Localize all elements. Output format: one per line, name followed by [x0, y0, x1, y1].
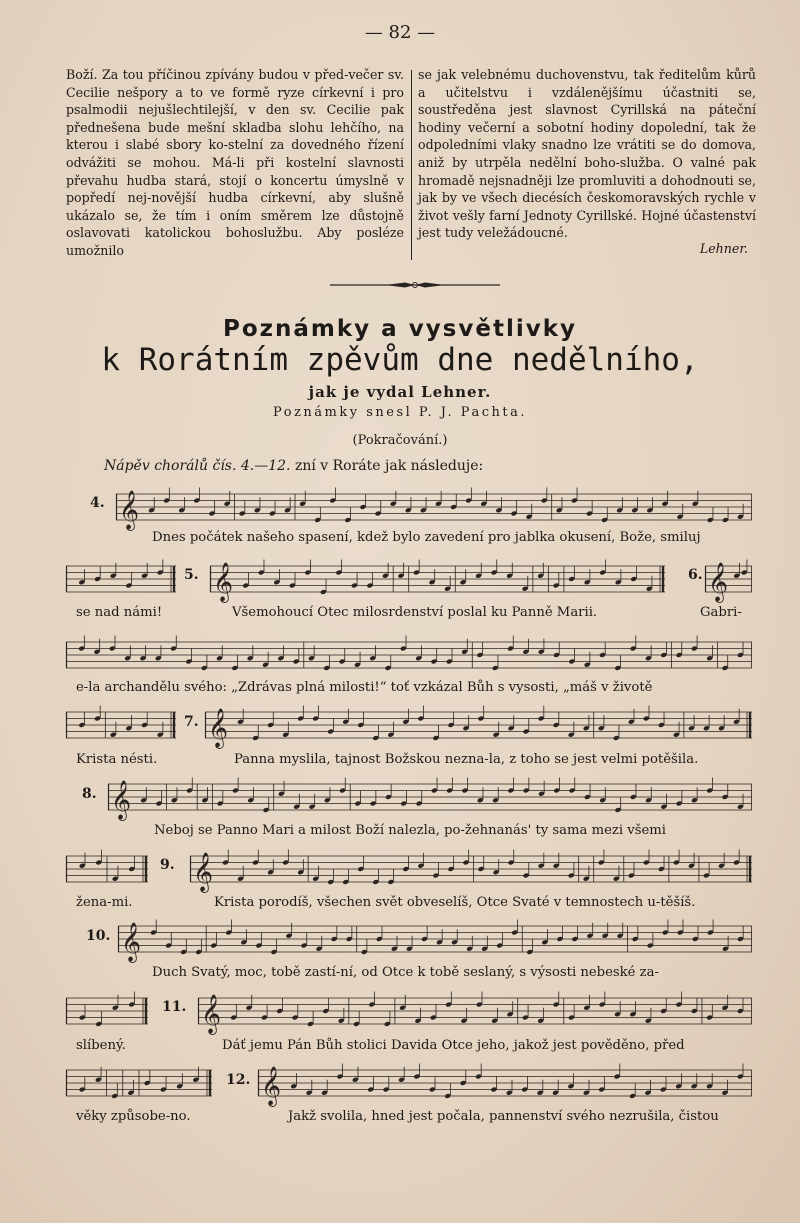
treble-clef-icon: 𝄞 [121, 922, 142, 962]
lyric-line: slíbený. [76, 1038, 126, 1053]
chant-number: 6. [688, 567, 703, 583]
music-staff [66, 994, 148, 1028]
treble-clef-icon: 𝄞 [119, 490, 140, 530]
lyric-line: Duch Svatý, moc, tobě zastí-ní, od Otce k tobě seslaný, s výsosti nebeské za- [152, 965, 659, 980]
chant-number: 8. [82, 786, 97, 802]
page-number: — 82 — [364, 22, 436, 43]
lyric-line: Všemohoucí Otec milosrdenství poslal ku Panně Marii. [232, 605, 598, 620]
chant-number: 10. [86, 928, 111, 944]
lyric-line: Jakž svolila, hned jest počala, pannenství svého nezrušila, čistou [288, 1109, 719, 1124]
music-staff [190, 852, 752, 892]
music-staff [66, 638, 752, 672]
music-staff [66, 1066, 212, 1100]
column-divider [411, 70, 412, 260]
left-column [66, 66, 404, 260]
treble-clef-icon: 𝄞 [708, 562, 729, 602]
left-column-text: Boží. Za tou příčinou zpívány budou v před-večer sv. Cecilie nešpory a to ve formě ryze církevní i pro psalmodii nejušlechtilejší, v den sv. Cecilie pak přednešena bude mešní skladba slohu lehčího, na kterou i slabé sbory ko-stelní za dovedného řízení odvážiti se mohou. Má-li při kostelní slavnosti převahu hudba stará, stojí o koncertu úmyslně v popředí nej-novější hudba církevní, aby slušně ukázalo se, že tím i oním směrem lze důstojně oslavovati katolickou bohoslužbu. Aby posléze umožnilo [66, 67, 404, 258]
music-staff [705, 562, 752, 602]
music-staff [118, 922, 752, 962]
lyric-line: Dnes počátek našeho spasení, kdež bylo zavedení pro jablka okusení, Bože, smiluj [152, 530, 701, 545]
lyric-line: Krista porodíš, všechen svět obveselíš, Otce Svaté v temnostech u-těšíš. [214, 895, 696, 910]
two-column-text [66, 66, 758, 266]
music-staff [198, 994, 752, 1034]
music-staff [210, 562, 665, 602]
lyric-line: se nad námi! [76, 605, 163, 620]
continued-note: (Pokračování.) [352, 433, 448, 448]
chant-number: 5. [184, 567, 199, 583]
treble-clef-icon: 𝄞 [208, 708, 229, 748]
article-author: Poznámky snesl P. J. Pachta. [273, 405, 527, 420]
lyric-line: Panna myslila, tajnost Božskou nezna-la, z toho se jest velmi potěšila. [234, 752, 699, 767]
music-staff [66, 562, 176, 596]
lyric-line: věky způsobe-no. [76, 1109, 191, 1124]
signature: Lehner. [699, 240, 748, 256]
chant-number: 7. [184, 714, 199, 730]
music-staff [66, 708, 176, 742]
article-source: jak je vydal Lehner. [308, 383, 492, 401]
lyric-line: Gabri- [700, 605, 742, 620]
lyric-line: e-la archandělu svého: „Zdrávas plná milosti!“ toť vzkázal Bůh s vysosti, „máš v životě [76, 680, 653, 695]
music-staff [205, 708, 752, 748]
chant-number: 9. [160, 857, 175, 873]
article-title: Poznámky a vysvětlivky [222, 316, 578, 342]
intro-line [104, 458, 483, 474]
music-staff [258, 1066, 752, 1106]
chant-number: 11. [162, 999, 187, 1015]
treble-clef-icon: 𝄞 [261, 1066, 282, 1106]
chant-number: 4. [90, 495, 105, 511]
chant-number: 12. [226, 1072, 251, 1088]
treble-clef-icon: 𝄞 [201, 994, 222, 1034]
intro-rest: zní v Roráte jak následuje: [290, 458, 484, 474]
article-subtitle: k Rorátním zpěvům dne nedělního, [101, 342, 699, 378]
ornament-divider [330, 281, 500, 289]
right-column [418, 66, 756, 258]
lyric-line: žena-mi. [76, 895, 133, 910]
treble-clef-icon: 𝄞 [193, 852, 214, 892]
music-staff [116, 490, 752, 530]
music-staff [108, 780, 752, 820]
intro-italic: Nápěv chorálů čís. 4.—12. [104, 458, 291, 474]
lyric-line: Krista nésti. [76, 752, 158, 767]
right-column-text: se jak velebnému duchovenstvu, tak ředitelům kůrů a učitelstvu i vzdálenějšímu účastniti se, soustředěna jest slavnost Cyrillská na páteční hodiny večerní a sobotní hodiny dopolední, tak že odpoledními vlaky snadno lze vrátiti se do domova, aniž by utrpěla nedělní boho-služba. O valné pak hromadě nejsnadněji lze promluviti a dohodnouti se, jak by ve všech diecésích českomoravských rychle v život vešly farní Jednoty Cyrillské. Hojné účastenství jest tudy veležádoucné. [418, 67, 756, 241]
treble-clef-icon: 𝄞 [111, 780, 132, 820]
music-staff [66, 852, 148, 886]
treble-clef-icon: 𝄞 [213, 562, 234, 602]
lyric-line: Dáť jemu Pán Bůh stolici Davida Otce jeho, jakož jest pověděno, před [222, 1038, 685, 1053]
lyric-line: Neboj se Panno Mari a milost Boží nalezla, po-žehnanás' ty sama mezi všemi [154, 823, 667, 838]
